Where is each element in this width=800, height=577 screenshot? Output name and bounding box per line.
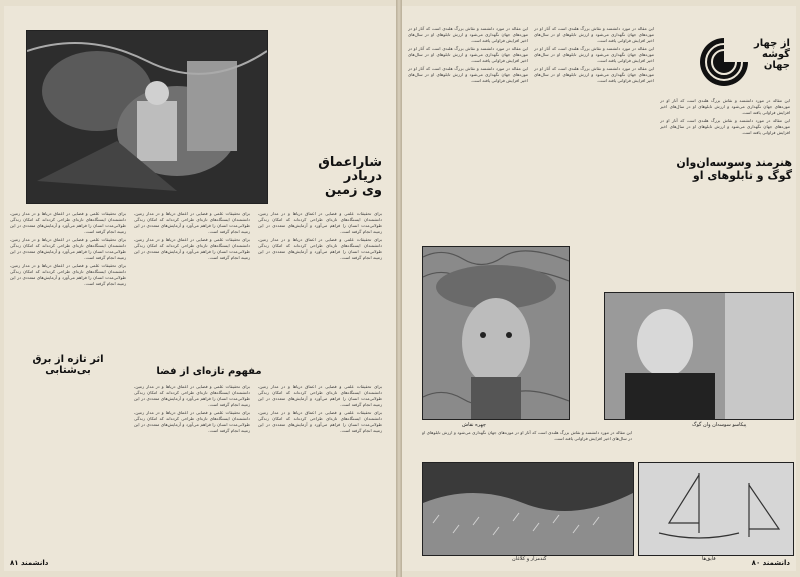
left-col-2: [134, 211, 250, 361]
left-folio: ۸۱ دانشمند: [10, 559, 49, 567]
body-text: برای تحقیقات علمی و فضایی در اعماق دریاها و در مدار زمین، دانشمندان ایستگاه‌های تازه‌ای طراحی کرده‌اند که امکان زندگی طولانی‌مدت انسان را فراهم می‌آورد و آزمایش‌های متعددی در این زمینه انجام گرفته است.: [258, 211, 382, 234]
body-text: برای تحقیقات علمی و فضایی در اعماق دریاها و در مدار زمین، دانشمندان ایستگاه‌های تازه‌ای طراحی کرده‌اند که امکان زندگی طولانی‌مدت انسان را فراهم می‌آورد و آزمایش‌های متعددی در این زمینه انجام گرفته است.: [258, 410, 382, 433]
body-text: برای تحقیقات علمی و فضایی در اعماق دریاها و در مدار زمین، دانشمندان ایستگاه‌های تازه‌ای طراحی کرده‌اند که امکان زندگی طولانی‌مدت انسان را فراهم می‌آورد و آزمایش‌های متعددی در این زمینه انجام گرفته است.: [10, 211, 126, 234]
body-text: این مقاله در مورد دانشمند و نقاش بزرگ هلندی است که آثار او در موزه‌های جهان نگهداری می‌شود و ارزش تابلوهای او در سال‌های اخیر افزایش فراوانی یافته است.: [534, 46, 654, 63]
body-text: این مقاله در مورد دانشمند و نقاش بزرگ هلندی است که آثار او در موزه‌های جهان نگهداری می‌شود و ارزش تابلوهای او در سال‌های اخیر افزایش فراوانی یافته است.: [660, 118, 790, 135]
headline-sea: شاراعماق دریادر وی زمین: [318, 155, 382, 198]
body-text: برای تحقیقات علمی و فضایی در اعماق دریاها و در مدار زمین، دانشمندان ایستگاه‌های تازه‌ای طراحی کرده‌اند که امکان زندگی طولانی‌مدت انسان را فراهم می‌آورد و آزمایش‌های متعددی در این زمینه انجام گرفته است.: [258, 237, 382, 260]
right-col-2: [534, 26, 654, 246]
article-headline: هنرمند وسوسه‌ان‌وان گوگ و تابلوهای او: [676, 156, 792, 182]
headline-energy: اثر تازه از برق بی‌شتابی: [32, 354, 104, 376]
section-logo: [698, 32, 788, 94]
body-text: برای تحقیقات علمی و فضایی در اعماق دریاها و در مدار زمین، دانشمندان ایستگاه‌های تازه‌ای طراحی کرده‌اند که امکان زندگی طولانی‌مدت انسان را فراهم می‌آورد و آزمایش‌های متعددی در این زمینه انجام گرفته است.: [134, 384, 250, 407]
body-text: این مقاله در مورد دانشمند و نقاش بزرگ هلندی است که آثار او در موزه‌های جهان نگهداری می‌شود و ارزش تابلوهای او در سال‌های اخیر افزایش فراوانی یافته است.: [408, 26, 528, 43]
body-text: این مقاله در مورد دانشمند و نقاش بزرگ هلندی است که آثار او در موزه‌های جهان نگهداری می‌شود و ارزش تابلوهای او در سال‌های اخیر افزایش فراوانی یافته است.: [534, 66, 654, 83]
boats-painting: [638, 462, 794, 556]
wheat-field-painting: [422, 462, 634, 556]
logo-text: از چهار گوشه جهان: [754, 38, 790, 71]
body-text: برای تحقیقات علمی و فضایی در اعماق دریاها و در مدار زمین، دانشمندان ایستگاه‌های تازه‌ای طراحی کرده‌اند که امکان زندگی طولانی‌مدت انسان را فراهم می‌آورد و آزمایش‌های متعددی در این زمینه انجام گرفته است.: [134, 410, 250, 433]
right-col-4: [422, 430, 632, 458]
body-text: برای تحقیقات علمی و فضایی در اعماق دریاها و در مدار زمین، دانشمندان ایستگاه‌های تازه‌ای طراحی کرده‌اند که امکان زندگی طولانی‌مدت انسان را فراهم می‌آورد و آزمایش‌های متعددی در این زمینه انجام گرفته است.: [10, 237, 126, 260]
right-page: [402, 6, 796, 571]
right-col-1: [408, 26, 528, 226]
left-col-3: [258, 211, 382, 361]
left-page: [4, 6, 396, 571]
body-text: برای تحقیقات علمی و فضایی در اعماق دریاها و در مدار زمین، دانشمندان ایستگاه‌های تازه‌ای طراحی کرده‌اند که امکان زندگی طولانی‌مدت انسان را فراهم می‌آورد و آزمایش‌های متعددی در این زمینه انجام گرفته است.: [258, 384, 382, 407]
body-text: این مقاله در مورد دانشمند و نقاش بزرگ هلندی است که آثار او در موزه‌های جهان نگهداری می‌شود و ارزش تابلوهای او در سال‌های اخیر افزایش فراوانی یافته است.: [534, 26, 654, 43]
caption-wheat: گندمزار و کلاغان: [512, 556, 547, 562]
headline-space: مفهوم تازه‌ای از فضا: [156, 366, 262, 377]
left-col-4: [134, 384, 250, 554]
body-text: این مقاله در مورد دانشمند و نقاش بزرگ هلندی است که آثار او در موزه‌های جهان نگهداری می‌شود و ارزش تابلوهای او در سال‌های اخیر افزایش فراوانی یافته است.: [408, 66, 528, 83]
body-text: برای تحقیقات علمی و فضایی در اعماق دریاها و در مدار زمین، دانشمندان ایستگاه‌های تازه‌ای طراحی کرده‌اند که امکان زندگی طولانی‌مدت انسان را فراهم می‌آورد و آزمایش‌های متعددی در این زمینه انجام گرفته است.: [10, 263, 126, 286]
left-col-5: [258, 384, 382, 554]
body-text: این مقاله در مورد دانشمند و نقاش بزرگ هلندی است که آثار او در موزه‌های جهان نگهداری می‌شود و ارزش تابلوهای او در سال‌های اخیر افزایش فراوانی یافته است.: [408, 46, 528, 63]
body-text: برای تحقیقات علمی و فضایی در اعماق دریاها و در مدار زمین، دانشمندان ایستگاه‌های تازه‌ای طراحی کرده‌اند که امکان زندگی طولانی‌مدت انسان را فراهم می‌آورد و آزمایش‌های متعددی در این زمینه انجام گرفته است.: [134, 237, 250, 260]
caption-boats: قایق‌ها: [702, 556, 716, 562]
caption-man: پیکاسو سوسه‌ان وان گوگ: [692, 422, 747, 428]
undersea-lab-photo: [26, 30, 268, 204]
left-col-1: [10, 211, 126, 561]
body-text: برای تحقیقات علمی و فضایی در اعماق دریاها و در مدار زمین، دانشمندان ایستگاه‌های تازه‌ای طراحی کرده‌اند که امکان زندگی طولانی‌مدت انسان را فراهم می‌آورد و آزمایش‌های متعددی در این زمینه انجام گرفته است.: [134, 211, 250, 234]
body-text: این مقاله در مورد دانشمند و نقاش بزرگ هلندی است که آثار او در موزه‌های جهان نگهداری می‌شود و ارزش تابلوهای او در سال‌های اخیر افزایش فراوانی یافته است.: [660, 98, 790, 115]
man-portrait-photo: [604, 292, 794, 420]
body-text: این مقاله در مورد دانشمند و نقاش بزرگ هلندی است که آثار او در موزه‌های جهان نگهداری می‌شود و ارزش تابلوهای او در سال‌های اخیر افزایش فراوانی یافته است.: [422, 430, 632, 441]
van-gogh-self-portrait: [422, 246, 570, 420]
caption-portrait: چهره نقاش: [462, 422, 486, 428]
right-folio: ۸۰ دانشمند: [751, 559, 790, 567]
